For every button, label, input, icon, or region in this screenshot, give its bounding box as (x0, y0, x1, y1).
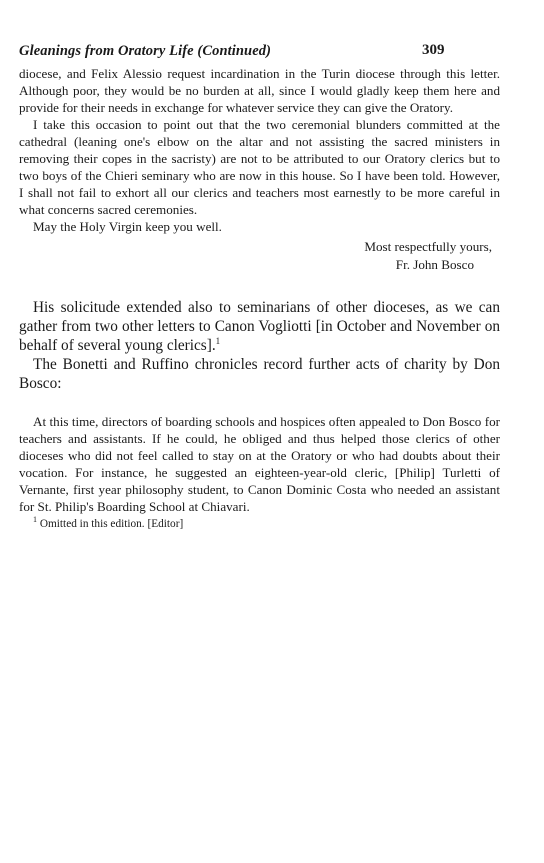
letter-paragraph: May the Holy Virgin keep you well. (33, 219, 222, 234)
narrative-paragraph: The Bonetti and Ruffino chronicles record further acts of charity by Don Bosco: (19, 356, 500, 392)
letter-closing-block (19, 238, 500, 274)
letter-paragraph: diocese, and Felix Alessio request incardination in the Turin diocese through this letter. Although poor, they would be no burden at all, since I would gladly keep them here and provide for their needs in exchange for whatever service they can give the Oratory. (19, 66, 500, 115)
quote-paragraph: At this time, directors of boarding schools and hospices often appealed to Don Bosco for teachers and assistants. If he could, he obliged and thus helped those clerics of other dioceses who did not feel called to stay on at the Oratory or who had doubts about their vocation. For instance, he suggested an eighteen-year-old cleric, [Philip] Turletti of Vernante, first year philosophy student, to Canon Dominic Costa who needed an assistant for St. Philip's Boarding School at Chiavari. (19, 414, 500, 514)
footnote (19, 517, 500, 531)
footnote-text: Omitted in this edition. [Editor] (39, 518, 184, 530)
narrative-paragraph-text: His solicitude extended also to seminarians of other dioceses, as we can gather from two other letters to Canon Vogliotti [in October and November on behalf of several young clerics]. (19, 299, 500, 354)
page-number: 309 (422, 42, 445, 58)
book-page (19, 43, 500, 531)
letter-paragraph: I take this occasion to point out that the two ceremonial blunders committed at the cathedral (leaning one's elbow on the altar and not assisting the sacred ministers in removing their copes in the sacristy) are not to be attributed to our Oratory clerics but to two boys of the Chieri seminary who are now in this house. So I have been told. However, I shall not fail to exhort all our clerics and teachers most earnestly to be more careful in what concerns sacred ceremonies. (19, 117, 500, 217)
letter-excerpt (19, 65, 500, 274)
narrative-paragraph (19, 298, 500, 355)
running-title: Gleanings from Oratory Life (Continued) (19, 43, 272, 59)
page-header (19, 43, 500, 65)
narrative-text (19, 298, 500, 393)
footnote-reference: 1 (215, 335, 221, 346)
chronicle-quote (19, 413, 500, 515)
footnote-marker: 1 (33, 515, 37, 525)
letter-closing: Most respectfully yours, (364, 239, 492, 254)
letter-signature: Fr. John Bosco (395, 257, 474, 272)
